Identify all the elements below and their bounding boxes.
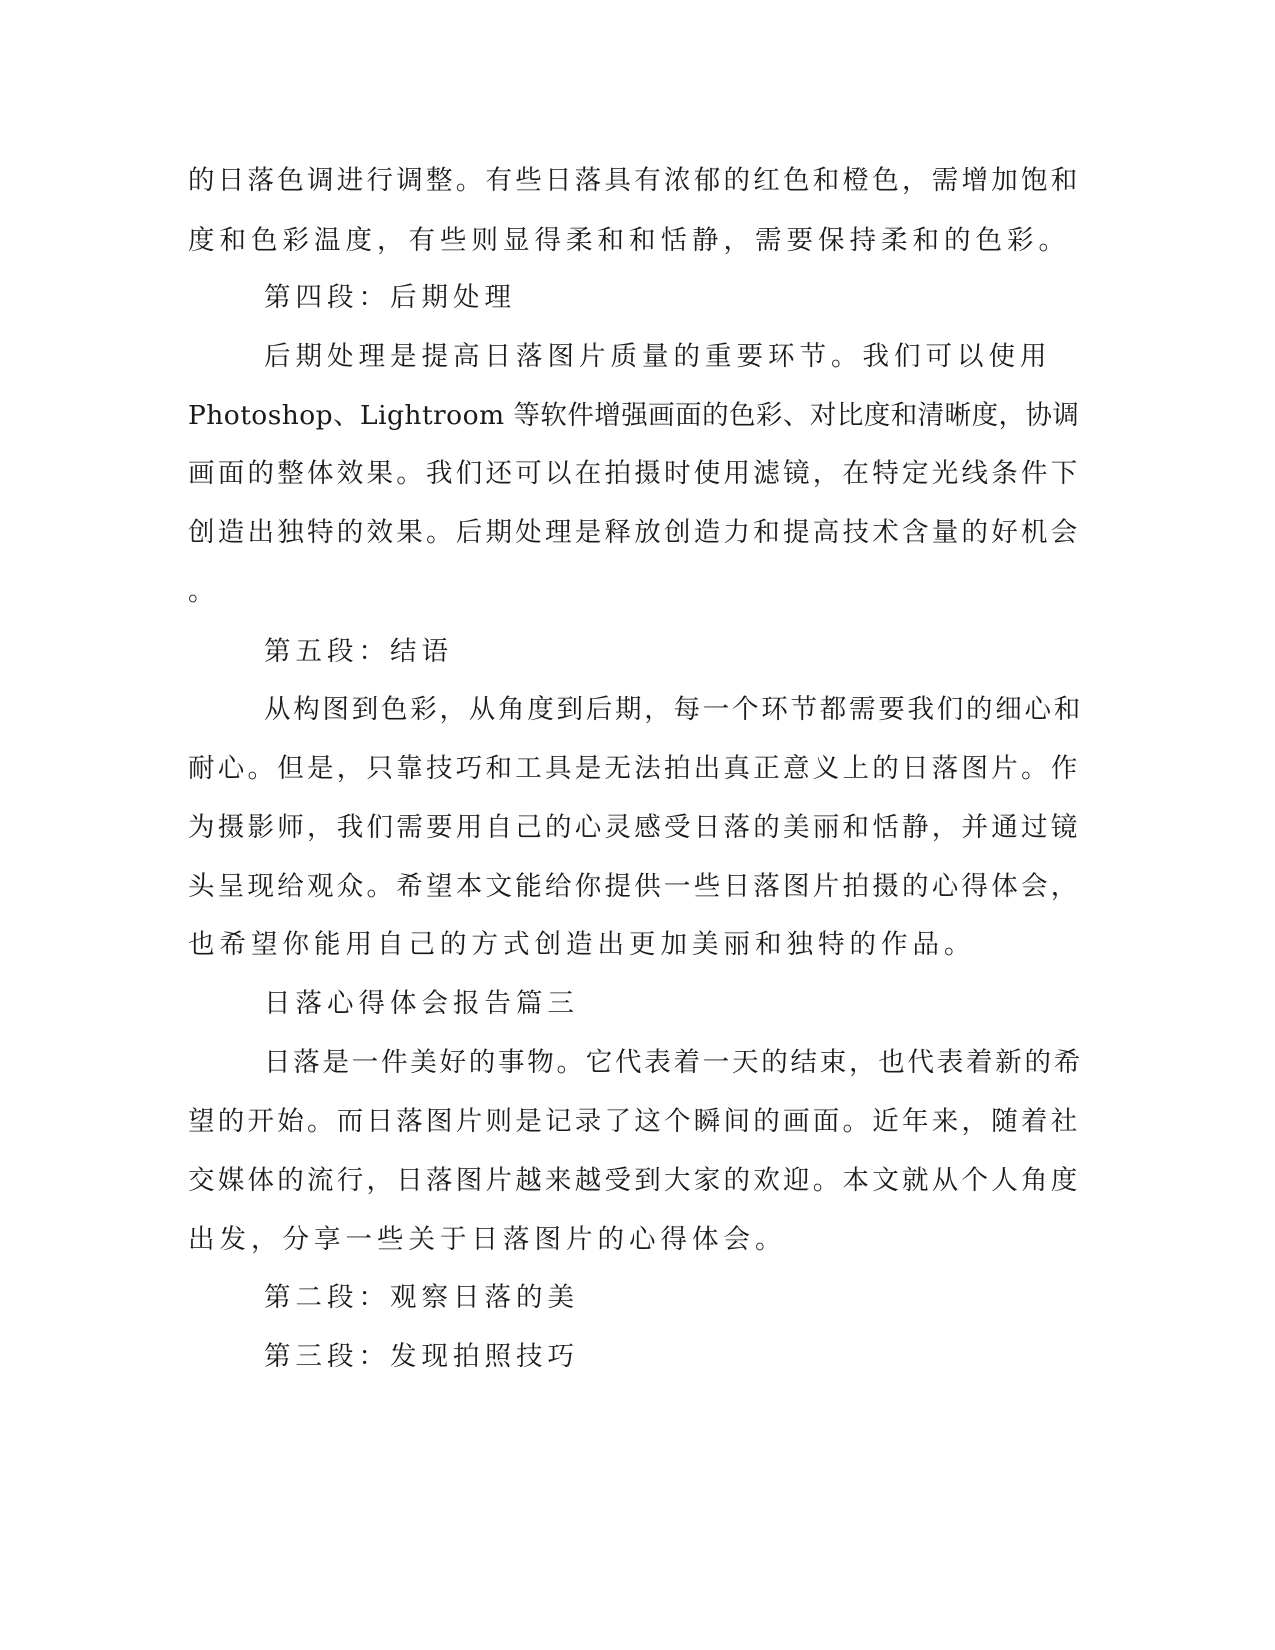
body-text-line: 交媒体的流行，日落图片越来越受到大家的欢迎。本文就从个人角度 (188, 1165, 1081, 1196)
section-heading: 第二段：观察日落的美 (264, 1282, 579, 1313)
body-text-line: 。 (188, 576, 220, 607)
body-text-line: 望的开始。而日落图片则是记录了这个瞬间的画面。近年来，随着社 (188, 1106, 1081, 1137)
body-text-line: 日落是一件美好的事物。它代表着一天的结束，也代表着新的希 (264, 1047, 1083, 1078)
section-heading: 第五段：结语 (264, 636, 453, 667)
body-text-line: 画面的整体效果。我们还可以在拍摄时使用滤镜，在特定光线条件下 (188, 458, 1081, 489)
section-heading: 第四段：后期处理 (264, 282, 516, 313)
body-text-line: 耐心。但是，只靠技巧和工具是无法拍出真正意义上的日落图片。作 (188, 753, 1081, 784)
body-text-line: 度和色彩温度，有些则显得柔和和恬静，需要保持柔和的色彩。 (188, 225, 1070, 256)
body-text-line: 创造出独特的效果。后期处理是释放创造力和提高技术含量的好机会 (188, 517, 1081, 548)
section-heading: 第三段：发现拍照技巧 (264, 1341, 579, 1372)
body-text-line: 从构图到色彩，从角度到后期，每一个环节都需要我们的细心和 (264, 694, 1083, 725)
body-text-line: 头呈现给观众。希望本文能给你提供一些日落图片拍摄的心得体会， (188, 871, 1081, 902)
section-heading: 日落心得体会报告篇三 (264, 988, 579, 1019)
body-text-line: 后期处理是提高日落图片质量的重要环节。我们可以使用 (264, 341, 1052, 372)
body-text-line: 出发，分享一些关于日落图片的心得体会。 (188, 1224, 787, 1255)
body-text-line: 也希望你能用自己的方式创造出更加美丽和独特的作品。 (188, 929, 976, 960)
body-text-line: 为摄影师，我们需要用自己的心灵感受日落的美丽和恬静，并通过镜 (188, 812, 1081, 843)
body-text-line: Photoshop、Lightroom 等软件增强画面的色彩、对比度和清晰度，协调 (188, 400, 1080, 431)
body-text-line: 的日落色调进行调整。有些日落具有浓郁的红色和橙色，需增加饱和 (188, 165, 1081, 196)
